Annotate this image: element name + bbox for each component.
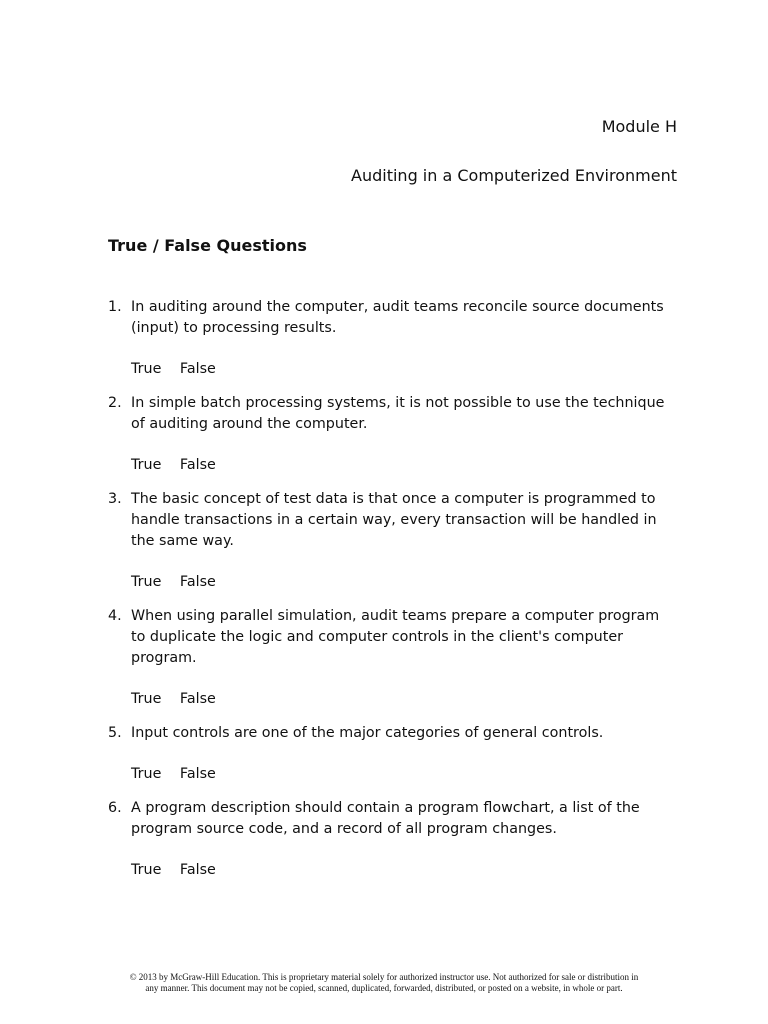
answer-true[interactable]: True (131, 457, 162, 473)
question-item (108, 489, 678, 606)
answer-false[interactable]: False (179, 766, 216, 782)
answer-false[interactable]: False (179, 862, 216, 878)
answer-true[interactable]: True (131, 766, 162, 782)
question-number: 6. (108, 800, 122, 816)
answer-options (131, 764, 678, 785)
answer-true[interactable]: True (131, 574, 162, 590)
question-number: 4. (108, 608, 122, 624)
answer-true[interactable]: True (131, 862, 162, 878)
answer-true[interactable]: True (131, 361, 162, 377)
question-item (108, 798, 678, 894)
question-item (108, 297, 678, 393)
question-item (108, 606, 678, 723)
copyright-footer (0, 972, 768, 994)
question-number: 3. (108, 491, 122, 507)
question-text: Input controls are one of the major categories of general controls. (131, 725, 604, 741)
question-number: 5. (108, 725, 122, 741)
footer-line: © 2013 by McGraw-Hill Education. This is proprietary material solely for authorized instructor use. Not authorized for sale or distribution in (129, 972, 639, 982)
answer-false[interactable]: False (179, 691, 216, 707)
answer-false[interactable]: False (179, 457, 216, 473)
question-item (108, 393, 678, 489)
section-title: True / False Questions (108, 236, 307, 255)
answer-true[interactable]: True (131, 691, 162, 707)
answer-options (131, 572, 678, 593)
answer-options (131, 689, 678, 710)
question-text: In auditing around the computer, audit teams reconcile source documents (input) to processing results. (131, 299, 664, 336)
answer-options (131, 359, 678, 380)
module-heading: Module H (601, 117, 677, 136)
question-text: When using parallel simulation, audit teams prepare a computer program to duplicate the logic and computer controls in the client's computer program. (131, 608, 660, 666)
footer-line: any manner. This document may not be copied, scanned, duplicated, forwarded, distributed, or posted on a website, in whole or part. (145, 983, 623, 993)
answer-options (131, 455, 678, 476)
answer-options (131, 860, 678, 881)
question-item (108, 723, 678, 798)
chapter-title: Auditing in a Computerized Environment (351, 166, 677, 185)
answer-false[interactable]: False (179, 574, 216, 590)
question-text: A program description should contain a program flowchart, a list of the program source code, and a record of all program changes. (131, 800, 640, 837)
question-text: The basic concept of test data is that once a computer is programmed to handle transactions in a certain way, every transaction will be handled in the same way. (131, 491, 657, 549)
question-text: In simple batch processing systems, it is not possible to use the technique of auditing around the computer. (131, 395, 665, 432)
answer-false[interactable]: False (179, 361, 216, 377)
question-list (108, 297, 678, 894)
question-number: 1. (108, 299, 122, 315)
question-number: 2. (108, 395, 122, 411)
